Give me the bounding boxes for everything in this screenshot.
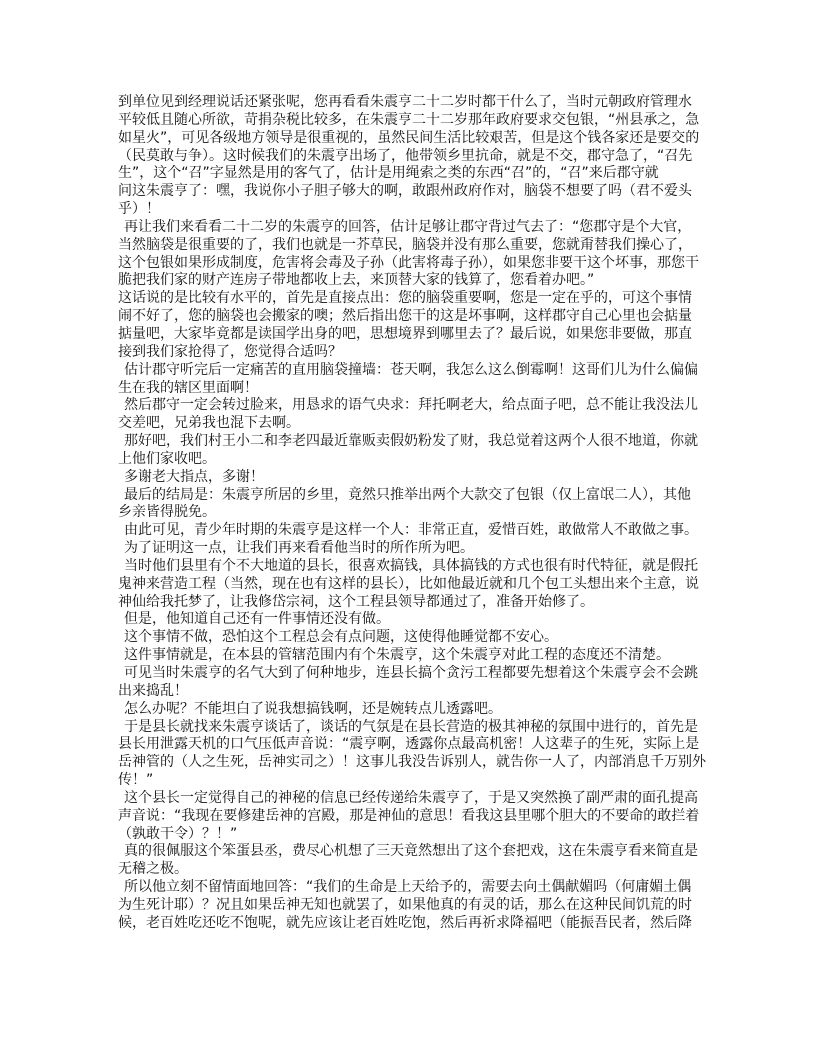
document-body [118,94,706,933]
text-line: 候，老百姓吃还吃不饱呢，就先应该让老百姓吃饱，然后再祈求降福吧（能振吾民者，然后降 [118,914,692,931]
paragraph [118,487,702,523]
text-line: 闹不好了，您的脑袋也会搬家的噢；然后指出您干的这是坏事啊，这样郡守自己心里也会掂量 [118,308,692,325]
text-line: （孰敢干令）？！” [118,825,238,842]
text-line: 到单位见到经理说话还紧张呢，您再看看朱震亨二十二岁时都干什么了，当时元朝政府管理水 [118,94,692,110]
text-line: 神仙给我托梦了，让我修岱宗祠，这个工程县领导都通过了，准备开始修了。 [118,593,594,610]
paragraph [118,94,702,219]
text-line: 当然脑袋是很重要的了，我们也就是一芥草民，脑袋并没有那么重要，您就甭替我们操心了， [118,236,692,253]
text-line: 平较低且随心所欲，苛捐杂税比较多，在朱震亨二十二岁那年政府要求交包银，“州县承之，急 [118,111,700,128]
paragraph [118,558,702,612]
paragraph [118,879,702,933]
paragraph [118,522,702,540]
text-line: 这个县长一定觉得自己的神秘的信息已经传递给朱震亨了，于是又突然换了副严肃的面孔提高 [124,789,698,806]
text-line: 声音说：“我现在要修建岳神的宫殿，那是神仙的意思！看我这县里哪个胆大的不要命的敢拦着 [118,807,700,824]
text-line: 但是，他知道自己还有一件事情还没有做。 [124,611,390,628]
paragraph [118,469,702,487]
text-line: （民莫敢与争）。这时候我们的朱震亨出场了，他带领乡里抗命，就是不交，郡守急了，“召先 [118,147,693,164]
text-line: 为了证明这一点，让我们再来看看他当时的所作所为吧。 [124,540,474,557]
text-line: 脆把我们家的财产连房子带地都收上去，来顶替大家的钱算了，您看着办吧。” [118,272,595,289]
text-line: 乡亲皆得脱免。 [118,504,216,521]
paragraph [118,219,702,290]
text-line: 由此可见，青少年时期的朱震亨是这样一个人：非常正直，爱惜百姓，敢做常人不敢做之事。 [124,522,698,539]
text-line: 岳神管的（人之生死，岳神实司之）！这事儿我没告诉别人，就告你一人了，内部消息千万别外 [118,754,706,771]
text-line: 这件事情就是，在本县的管辖范围内有个朱震亨，这个朱震亨对此工程的态度还不清楚。 [124,647,670,664]
text-line: 无稽之极。 [118,861,188,878]
paragraph [118,433,702,469]
text-line: 然后郡守一定会转过脸来，用恳求的语气央求：拜托啊老大，给点面子吧，总不能让我没法儿 [124,397,698,414]
paragraph [118,701,702,719]
paragraph [118,290,702,361]
text-line: 这话说的是比较有水平的，首先是直接点出：您的脑袋重要啊，您是一定在乎的，可这个事情 [118,290,692,307]
paragraph [118,611,702,629]
text-line: 当时他们县里有个不大地道的县长，很喜欢搞钱，具体搞钱的方式也很有时代特征，就是假托 [124,557,698,574]
paragraph [118,647,702,665]
paragraph [118,665,702,701]
text-line: 传！” [118,772,154,789]
paragraph [118,540,702,558]
text-line: 那好吧，我们村王小二和李老四最近靠贩卖假奶粉发了财，我总觉着这两个人很不地道，你就 [124,433,698,450]
text-line: 生”，这个“召”字显然是用的客气了，估计是用绳索之类的东西“召”的，“召”来后郡守就 [118,165,659,182]
text-line: 交差吧，兄弟我也混下去啊。 [118,415,300,432]
text-line: 生在我的辖区里面啊！ [118,379,258,396]
text-line: 怎么办呢？不能坦白了说我想搞钱啊，还是婉转点儿透露吧。 [124,700,502,717]
text-line: 最后的结局是：朱震亨所居的乡里，竟然只推举出两个大款交了包银（仅上富氓二人），其他 [124,486,691,503]
text-line: 真的很佩服这个笨蛋县丞，费尽心机想了三天竟然想出了这个套把戏，这在朱震亨看来简直是 [124,843,698,860]
paragraph [118,790,702,844]
text-line: 多谢老大指点，多谢！ [124,468,264,485]
text-line: 乎）！ [118,201,160,218]
text-line: 出来捣乱！ [118,682,188,699]
paragraph [118,362,702,398]
text-line: 掂量吧，大家毕竟都是读国学出身的吧，思想境界到哪里去了？最后说，如果您非要做，那直 [118,325,692,342]
text-line: 于是县长就找来朱震亨谈话了，谈话的气氛是在县长营造的极其神秘的氛围中进行的，首先是 [124,718,698,735]
text-line: 这个包银如果形成制度，危害将会毒及子孙（此害将毒子孙），如果您非要干这个坏事，那您干 [118,254,699,271]
text-line: 鬼神来营造工程（当然，现在也有这样的县长），比如他最近就和几个包工头想出来个主意，说 [118,575,699,592]
text-line: 估计郡守听完后一定痛苦的直用脑袋撞墙：苍天啊，我怎么这么倒霉啊！这哥们儿为什么偏偏 [124,361,698,378]
paragraph [118,629,702,647]
text-line: 为生死计耶）？况且如果岳神无知也就罢了，如果他真的有灵的话，那么在这种民间饥荒的时 [118,896,692,913]
text-line: 所以他立刻不留情面地回答：“我们的生命是上天给予的，需要去向土偶献媚吗（何庸媚土偶 [124,879,692,896]
text-line: 可见当时朱震亨的名气大到了何种地步，连县长搞个贪污工程都要先想着这个朱震亨会不会跳 [124,665,698,681]
paragraph [118,843,702,879]
text-line: 接到我们家抢得了，您觉得合适吗？ [118,343,342,360]
text-line: 县长用泄露天机的口气压低声音说：“震亨啊，透露你点最高机密！人这辈子的生死，实际上是 [118,736,700,753]
text-line: 这个事情不做，恐怕这个工程总会有点问题，这使得他睡觉都不安心。 [124,629,558,646]
text-line: 如星火”，可见各级地方领导是很重视的，虽然民间生活比较艰苦，但是这个钱各家还是要交的 [118,129,700,146]
text-line: 上他们家收吧。 [118,450,216,467]
paragraph [118,397,702,433]
text-line: 再让我们来看看二十二岁的朱震亨的回答，估计足够让郡守背过气去了：“您郡守是个大官， [124,218,692,235]
paragraph [118,718,706,790]
text-line: 问这朱震亨了：嘿，我说你小子胆子够大的啊，敢跟州政府作对，脑袋不想要了吗（君不爱头 [118,183,692,200]
